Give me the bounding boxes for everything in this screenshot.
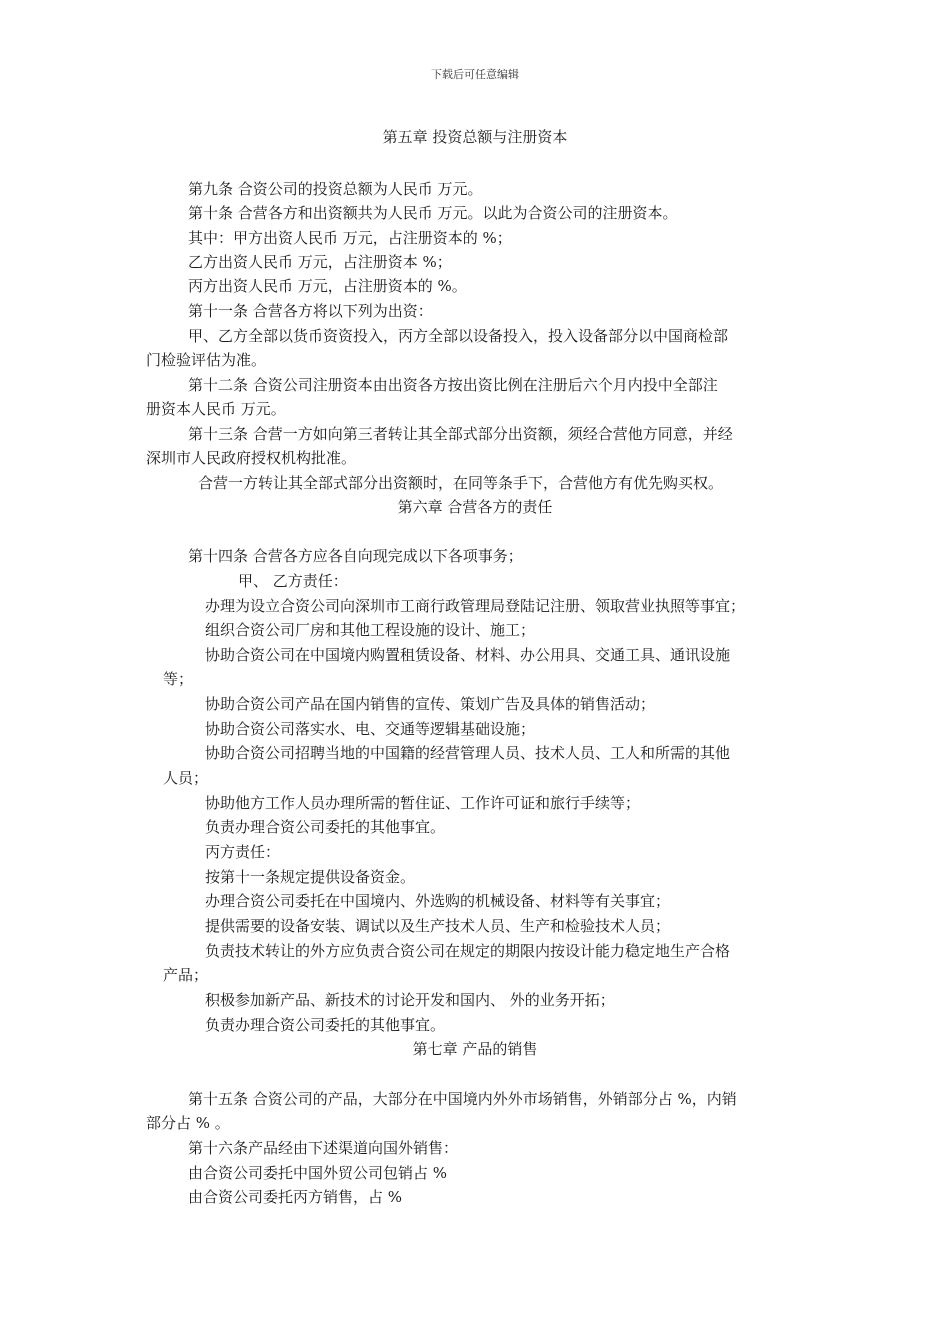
duty-ab-6-line1: 协助合资公司招聘当地的中国籍的经营管理人员、技术人员、工人和所需的其他 <box>205 744 731 762</box>
party-c-capital: 丙方出资人民币 万元，占注册资本的 %。 <box>188 277 467 295</box>
duty-c-6: 负责办理合资公司委托的其他事宜。 <box>205 1016 446 1034</box>
article-14: 第十四条 合营各方应各自向现完成以下各项事务； <box>188 547 523 565</box>
article-11-text-line2: 门检验评估为准。 <box>146 351 267 369</box>
party-ab-duties-heading: 甲、 乙方责任： <box>238 572 348 590</box>
duty-ab-7: 协助他方工作人员办理所需的暂住证、工作许可证和旅行手续等； <box>205 794 641 812</box>
article-11: 第十一条 合营各方将以下列为出资： <box>188 302 433 320</box>
duty-ab-8: 负责办理合资公司委托的其他事宜。 <box>205 818 446 836</box>
chapter-7-title: 第七章 产品的销售 <box>412 1040 538 1058</box>
page-header: 下载后可任意编辑 <box>431 68 519 81</box>
article-11-text-line1: 甲、乙方全部以货币资资投入，丙方全部以设备投入，投入设备部分以中国商检部 <box>188 327 729 345</box>
chapter-6-title: 第六章 合营各方的责任 <box>397 498 553 516</box>
duty-ab-2: 组织合资公司厂房和其他工程设施的设计、施工； <box>205 621 536 639</box>
article-15-line1: 第十五条 合资公司的产品，大部分在中国境内外外市场销售，外销部分占 %，内销 <box>188 1090 737 1108</box>
duty-ab-5: 协助合资公司落实水、电、交通等逻辑基础设施； <box>205 720 536 738</box>
article-9: 第九条 合资公司的投资总额为人民币 万元。 <box>188 180 483 198</box>
article-13-line1: 第十三条 合营一方如向第三者转让其全部式部分出资额，须经合营他方同意，并经 <box>188 425 733 443</box>
duty-c-2: 办理合资公司委托在中国境内、外选购的机械设备、材料等有关事宜； <box>205 892 671 910</box>
sales-channel-2: 由合资公司委托丙方销售，占 % <box>188 1188 403 1206</box>
duty-ab-1: 办理为设立合资公司向深圳市工商行政管理局登陆记注册、领取营业执照等事宜； <box>205 597 746 615</box>
party-a-capital: 其中：甲方出资人民币 万元，占注册资本的 %； <box>188 229 512 247</box>
chapter-5-title: 第五章 投资总额与注册资本 <box>382 128 568 146</box>
sales-channel-1: 由合资公司委托中国外贸公司包销占 % <box>188 1164 448 1182</box>
article-13-line2: 深圳市人民政府授权机构批准。 <box>146 449 357 467</box>
duty-ab-3-line2: 等； <box>163 670 194 688</box>
duty-c-5: 积极参加新产品、新技术的讨论开发和国内、 外的业务开拓； <box>205 991 615 1009</box>
article-10: 第十条 合营各方和出资额共为人民币 万元。以此为合资公司的注册资本。 <box>188 204 678 222</box>
duty-c-1: 按第十一条规定提供设备资金。 <box>205 868 416 886</box>
party-b-capital: 乙方出资人民币 万元，占注册资本 %； <box>188 253 452 271</box>
article-16: 第十六条产品经由下述渠道向国外销售： <box>188 1139 459 1157</box>
duty-c-3: 提供需要的设备安装、调试以及生产技术人员、生产和检验技术人员； <box>205 917 671 935</box>
party-c-duties-heading: 丙方责任： <box>205 843 281 861</box>
transfer-priority: 合营一方转让其全部式部分出资额时，在同等条手下，合营他方有优先购买权。 <box>198 474 724 492</box>
duty-c-4-line1: 负责技术转让的外方应负责合资公司在规定的期限内按设计能力稳定地生产合格 <box>205 942 731 960</box>
duty-ab-3-line1: 协助合资公司在中国境内购置租赁设备、材料、办公用具、交通工具、通讯设施 <box>205 646 731 664</box>
duty-c-4-line2: 产品； <box>163 966 209 984</box>
duty-ab-4: 协助合资公司产品在国内销售的宣传、策划广告及具体的销售活动； <box>205 695 656 713</box>
article-12-line1: 第十二条 合资公司注册资本由出资各方按出资比例在注册后六个月内投中全部注 <box>188 376 718 394</box>
article-12-line2: 册资本人民币 万元。 <box>146 400 286 418</box>
article-15-line2: 部分占 % 。 <box>146 1114 230 1132</box>
duty-ab-6-line2: 人员； <box>163 769 209 787</box>
